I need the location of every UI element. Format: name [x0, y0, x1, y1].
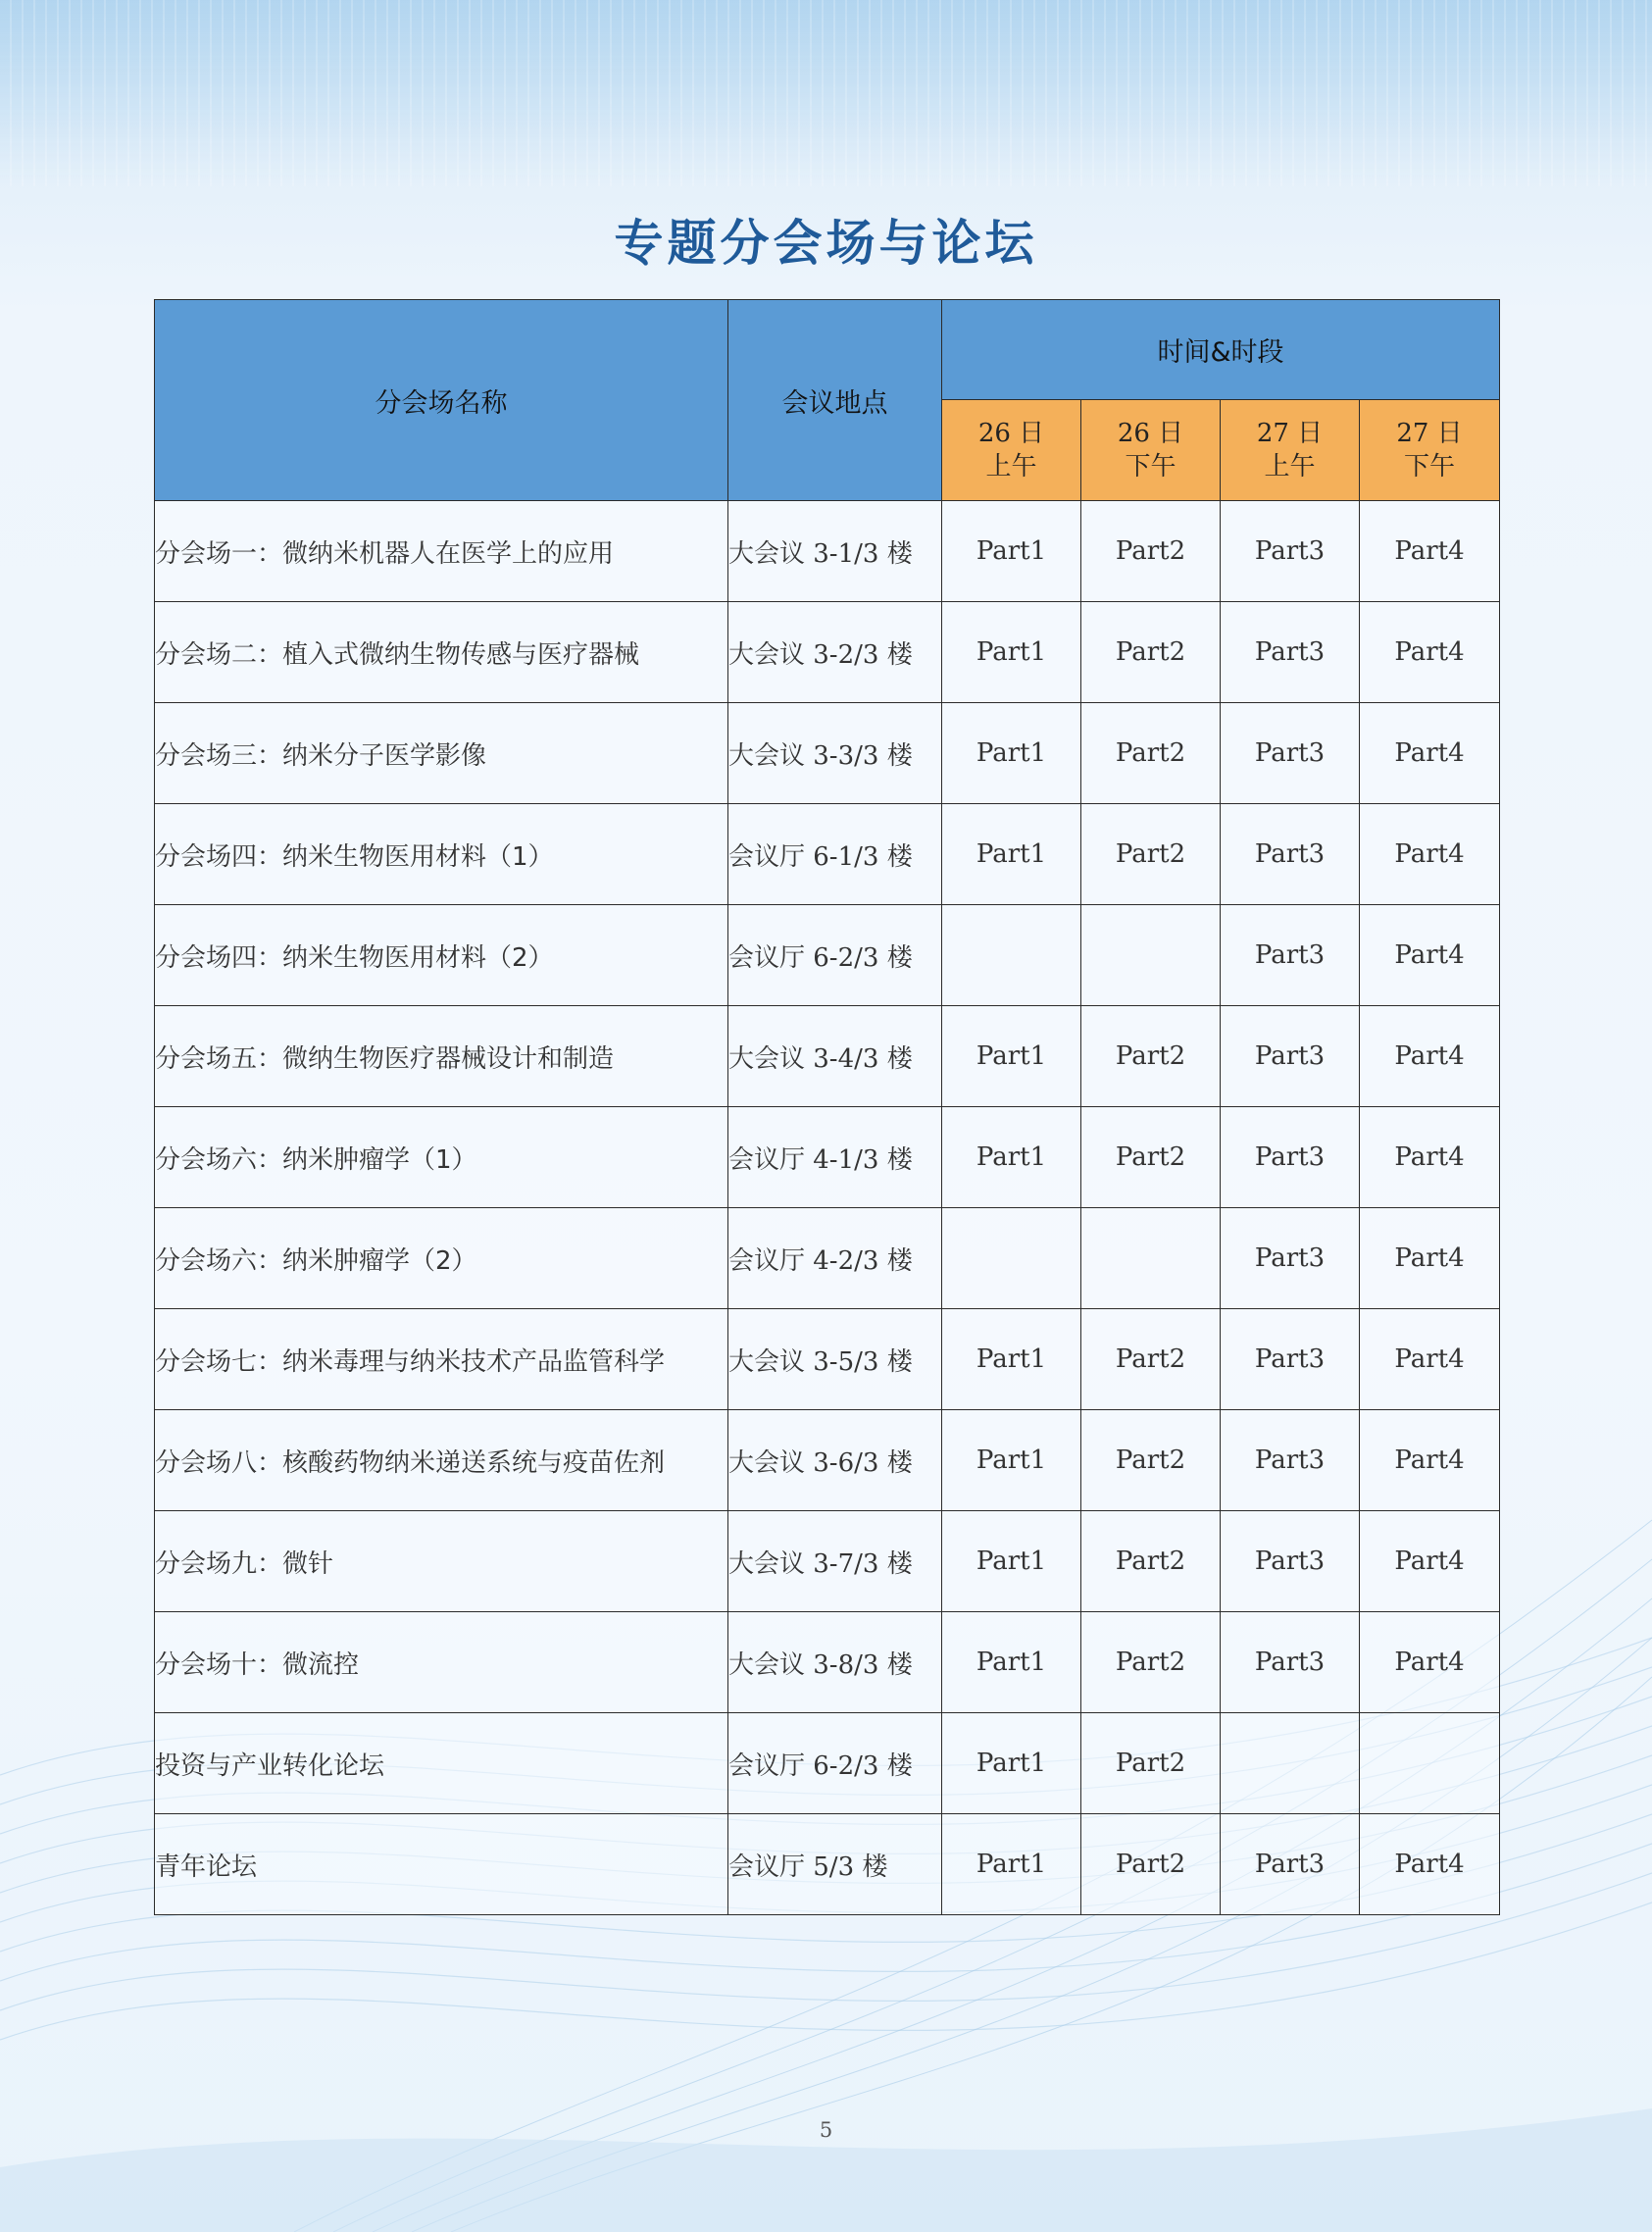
table-row [155, 1107, 1500, 1208]
session-part-cell: Part3 [1221, 1612, 1360, 1713]
table-row [155, 1309, 1500, 1410]
session-part-cell [942, 1208, 1081, 1309]
table-row [155, 1410, 1500, 1511]
session-part-cell: Part3 [1221, 905, 1360, 1006]
session-venue: 大会议 3-1/3 楼 [728, 501, 942, 602]
session-part-cell: Part4 [1360, 1309, 1500, 1410]
session-part-cell: Part2 [1081, 1814, 1221, 1915]
slot-period: 上午 [985, 452, 1037, 482]
session-part-cell: Part2 [1081, 804, 1221, 905]
session-venue: 大会议 3-2/3 楼 [728, 602, 942, 703]
slot-day: 26 日 [1117, 419, 1184, 448]
session-part-cell: Part4 [1360, 602, 1500, 703]
session-part-cell: Part1 [942, 602, 1081, 703]
slot-day: 26 日 [977, 419, 1045, 448]
header-venue: 会议地点 [728, 300, 942, 501]
session-part-cell: Part3 [1221, 804, 1360, 905]
header-slot [1360, 400, 1500, 501]
session-part-cell: Part4 [1360, 1814, 1500, 1915]
slot-period: 下午 [1403, 452, 1455, 482]
session-name: 分会场三：纳米分子医学影像 [155, 703, 728, 804]
session-part-cell: Part2 [1081, 703, 1221, 804]
session-venue: 大会议 3-5/3 楼 [728, 1309, 942, 1410]
session-part-cell: Part2 [1081, 1713, 1221, 1814]
session-part-cell: Part1 [942, 1309, 1081, 1410]
table-row [155, 804, 1500, 905]
session-part-cell: Part4 [1360, 1511, 1500, 1612]
session-part-cell: Part3 [1221, 1410, 1360, 1511]
page-title: 专题分会场与论坛 [614, 215, 1038, 272]
session-venue: 会议厅 6-2/3 楼 [728, 1713, 942, 1814]
session-name: 分会场十：微流控 [155, 1612, 728, 1713]
header-slot [942, 400, 1081, 501]
session-part-cell: Part1 [942, 1814, 1081, 1915]
session-venue: 大会议 3-3/3 楼 [728, 703, 942, 804]
session-part-cell: Part2 [1081, 501, 1221, 602]
session-name: 分会场二：植入式微纳生物传感与医疗器械 [155, 602, 728, 703]
session-schedule-table [154, 299, 1500, 1915]
table-row [155, 1511, 1500, 1612]
session-part-cell: Part1 [942, 1511, 1081, 1612]
session-part-cell: Part1 [942, 804, 1081, 905]
session-venue: 会议厅 4-2/3 楼 [728, 1208, 942, 1309]
session-venue: 大会议 3-7/3 楼 [728, 1511, 942, 1612]
header-slot [1221, 400, 1360, 501]
session-part-cell [1360, 1713, 1500, 1814]
session-part-cell: Part2 [1081, 1309, 1221, 1410]
session-part-cell [942, 905, 1081, 1006]
slot-day: 27 日 [1396, 419, 1463, 448]
session-venue: 会议厅 4-1/3 楼 [728, 1107, 942, 1208]
session-part-cell: Part2 [1081, 1006, 1221, 1107]
session-part-cell: Part2 [1081, 1612, 1221, 1713]
table-row [155, 1713, 1500, 1814]
table-row [155, 1208, 1500, 1309]
session-name: 青年论坛 [155, 1814, 728, 1915]
session-part-cell: Part2 [1081, 1107, 1221, 1208]
session-venue: 大会议 3-4/3 楼 [728, 1006, 942, 1107]
page-number: 5 [819, 2118, 833, 2142]
table-row [155, 1612, 1500, 1713]
session-part-cell: Part2 [1081, 1511, 1221, 1612]
session-name: 分会场五：微纳生物医疗器械设计和制造 [155, 1006, 728, 1107]
session-part-cell [1081, 905, 1221, 1006]
session-venue: 大会议 3-6/3 楼 [728, 1410, 942, 1511]
header-time: 时间&时段 [942, 300, 1500, 400]
header-session-name: 分会场名称 [155, 300, 728, 501]
header-decoration [0, 0, 1652, 186]
table-row [155, 1814, 1500, 1915]
session-part-cell: Part3 [1221, 501, 1360, 602]
session-part-cell: Part2 [1081, 602, 1221, 703]
session-part-cell: Part4 [1360, 905, 1500, 1006]
session-part-cell: Part2 [1081, 1410, 1221, 1511]
session-part-cell: Part3 [1221, 1006, 1360, 1107]
session-name: 分会场八：核酸药物纳米递送系统与疫苗佐剂 [155, 1410, 728, 1511]
session-part-cell: Part1 [942, 1612, 1081, 1713]
table-row [155, 501, 1500, 602]
session-part-cell [1221, 1713, 1360, 1814]
session-name: 分会场六：纳米肿瘤学（2） [155, 1208, 728, 1309]
session-part-cell: Part3 [1221, 1107, 1360, 1208]
table-row [155, 602, 1500, 703]
table-row [155, 905, 1500, 1006]
session-name: 投资与产业转化论坛 [155, 1713, 728, 1814]
slot-period: 上午 [1264, 452, 1316, 482]
session-part-cell: Part3 [1221, 1814, 1360, 1915]
slot-day: 27 日 [1256, 419, 1324, 448]
table-row [155, 1006, 1500, 1107]
session-part-cell: Part3 [1221, 703, 1360, 804]
session-part-cell: Part1 [942, 501, 1081, 602]
session-part-cell: Part4 [1360, 1208, 1500, 1309]
slot-period: 下午 [1125, 452, 1176, 482]
session-part-cell: Part3 [1221, 602, 1360, 703]
session-name: 分会场九：微针 [155, 1511, 728, 1612]
session-part-cell: Part1 [942, 1107, 1081, 1208]
session-venue: 会议厅 6-1/3 楼 [728, 804, 942, 905]
session-venue: 会议厅 6-2/3 楼 [728, 905, 942, 1006]
session-name: 分会场四：纳米生物医用材料（1） [155, 804, 728, 905]
table-row [155, 703, 1500, 804]
session-part-cell: Part3 [1221, 1309, 1360, 1410]
session-part-cell: Part4 [1360, 804, 1500, 905]
header-slot [1081, 400, 1221, 501]
session-name: 分会场六：纳米肿瘤学（1） [155, 1107, 728, 1208]
session-part-cell: Part1 [942, 703, 1081, 804]
session-part-cell: Part1 [942, 1713, 1081, 1814]
session-part-cell: Part4 [1360, 1107, 1500, 1208]
session-part-cell: Part3 [1221, 1511, 1360, 1612]
session-name: 分会场四：纳米生物医用材料（2） [155, 905, 728, 1006]
session-part-cell: Part1 [942, 1410, 1081, 1511]
session-part-cell: Part4 [1360, 703, 1500, 804]
session-venue: 大会议 3-8/3 楼 [728, 1612, 942, 1713]
session-name: 分会场七：纳米毒理与纳米技术产品监管科学 [155, 1309, 728, 1410]
session-part-cell: Part4 [1360, 1410, 1500, 1511]
session-part-cell [1081, 1208, 1221, 1309]
session-part-cell: Part4 [1360, 501, 1500, 602]
session-part-cell: Part3 [1221, 1208, 1360, 1309]
session-name: 分会场一：微纳米机器人在医学上的应用 [155, 501, 728, 602]
session-part-cell: Part4 [1360, 1006, 1500, 1107]
session-part-cell: Part4 [1360, 1612, 1500, 1713]
session-part-cell: Part1 [942, 1006, 1081, 1107]
session-venue: 会议厅 5/3 楼 [728, 1814, 942, 1915]
